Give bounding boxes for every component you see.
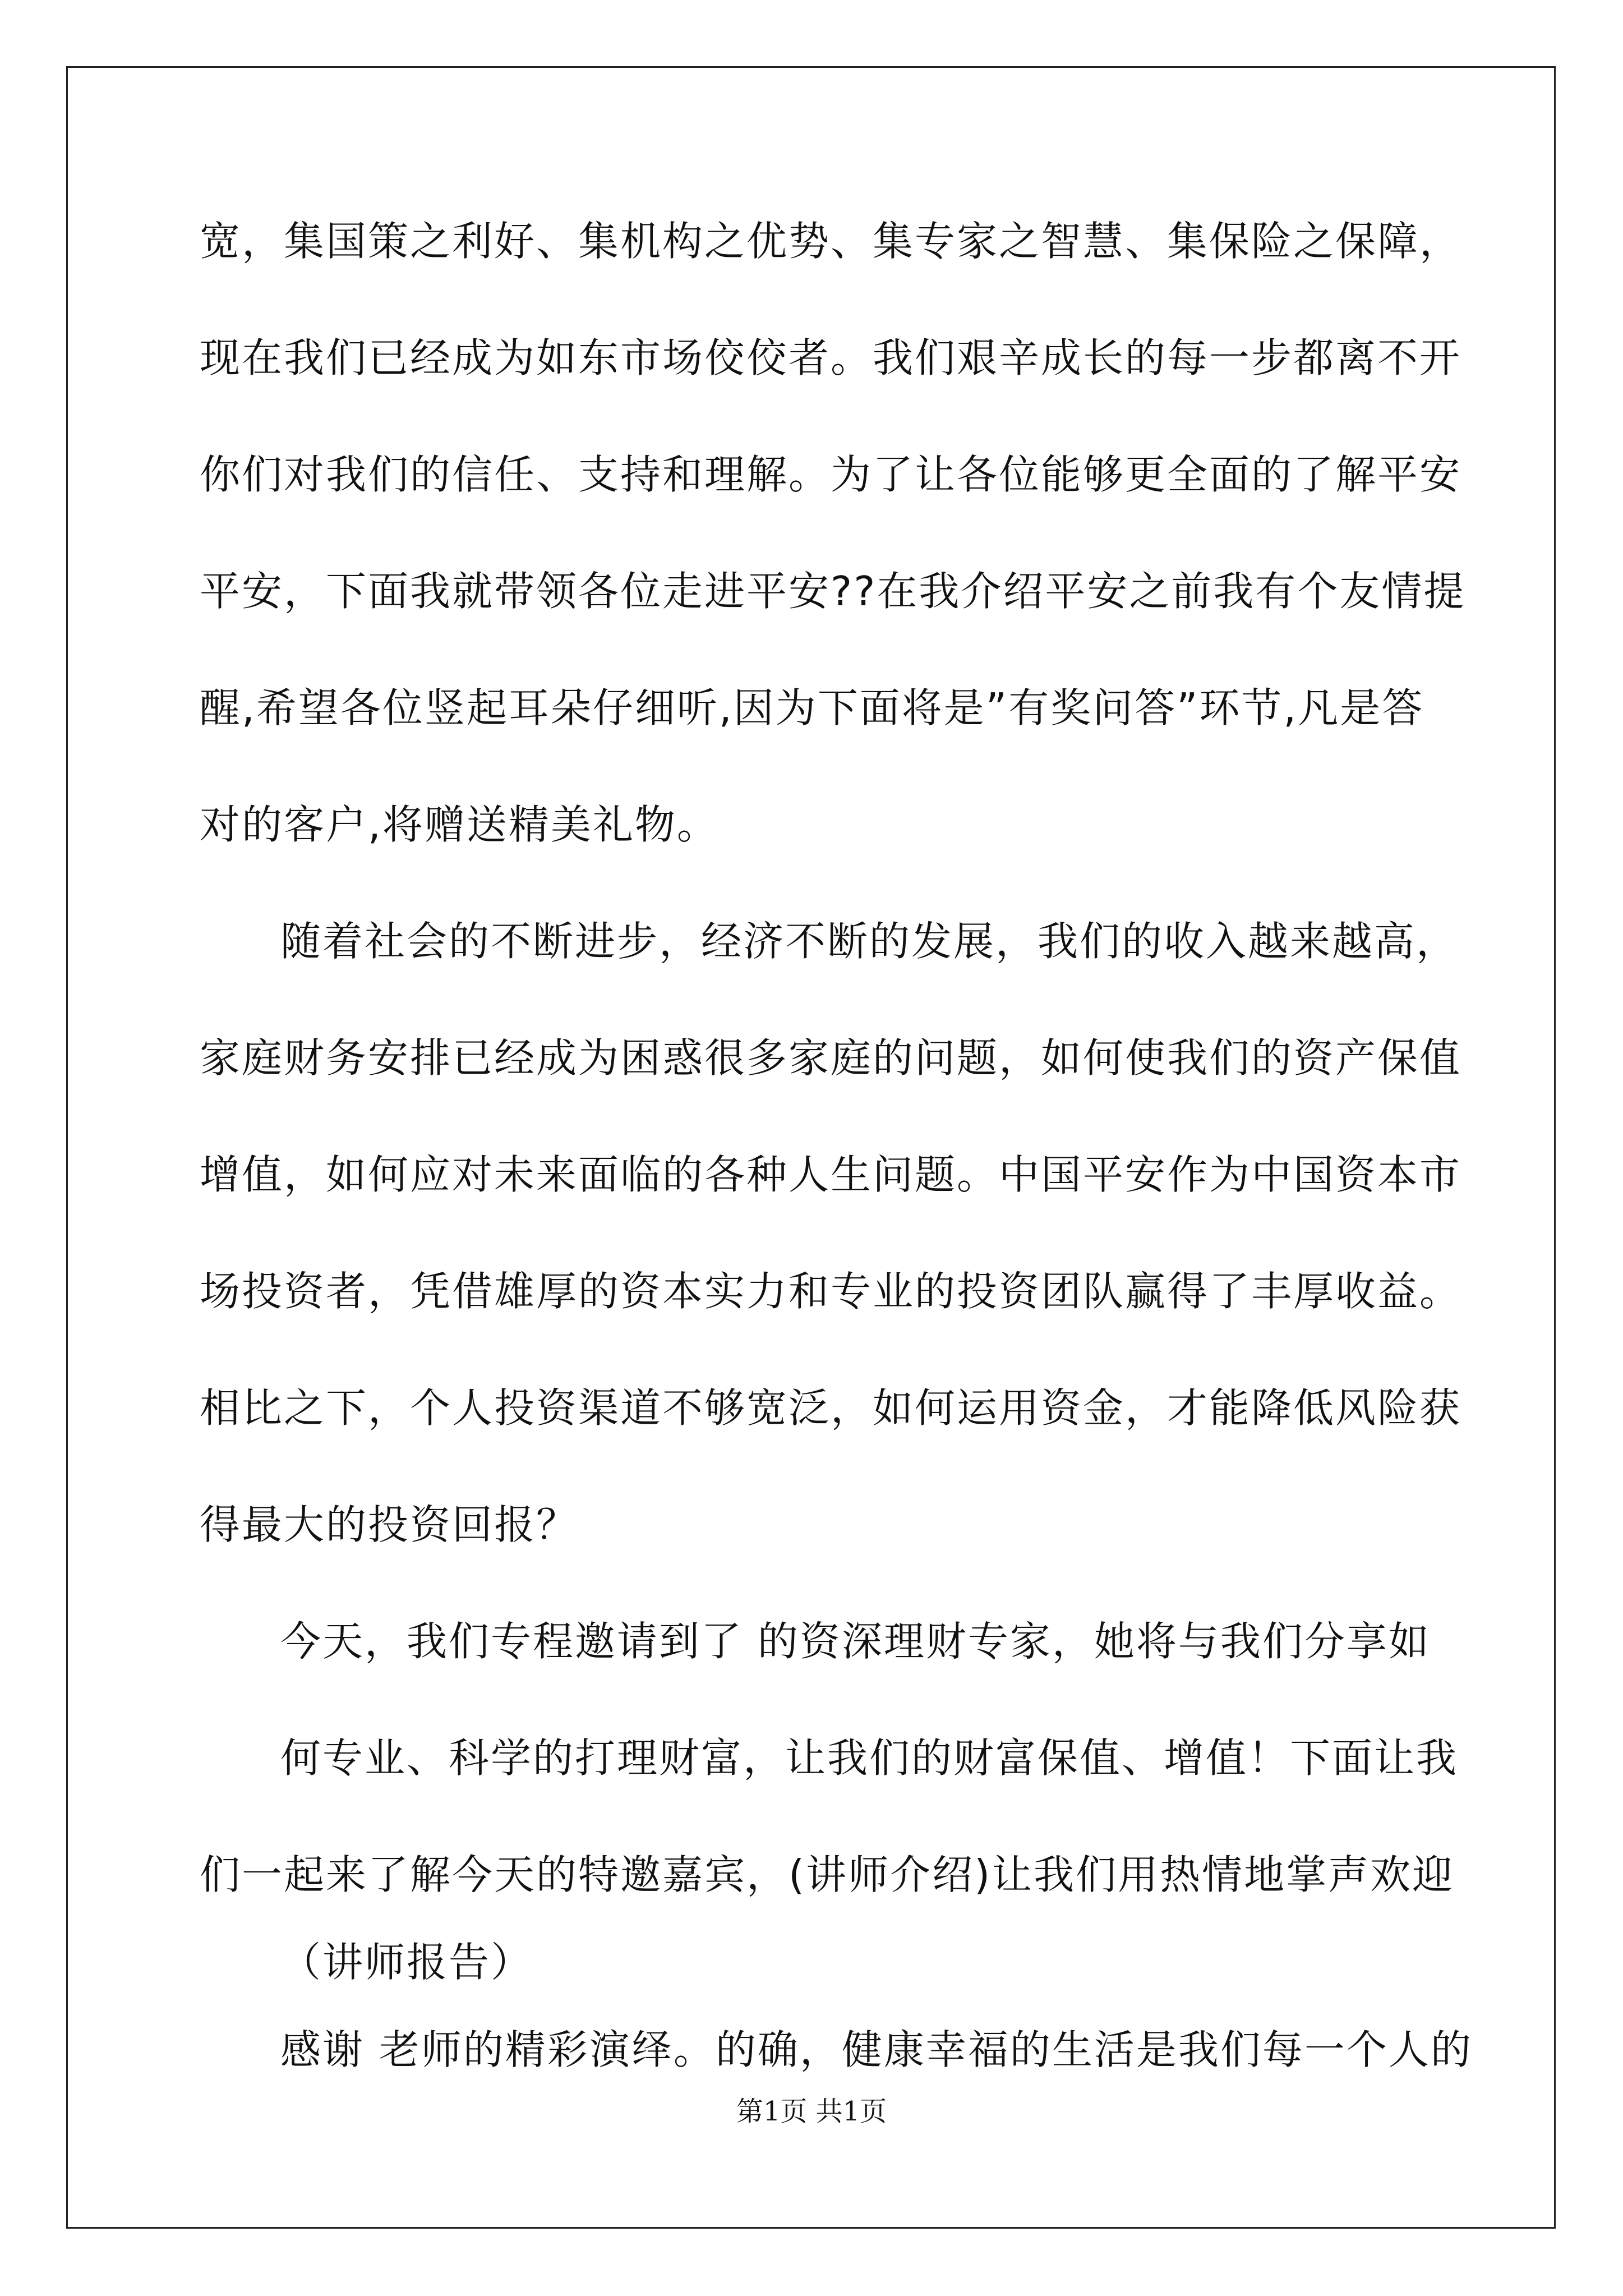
text-line: 醒,希望各位竖起耳朵仔细听,因为下面将是”有奖问答”环节,凡是答 [200,684,1424,731]
text-line: 家庭财务安排已经成为困惑很多家庭的问题，如何使我们的资产保值 [200,1034,1462,1082]
text-line: 现在我们已经成为如东市场佼佼者。我们艰辛成长的每一步都离不开 [200,334,1462,381]
text-line: 何专业、科学的打理财富，让我们的财富保值、增值！下面让我 [280,1734,1459,1782]
text-line: 感谢 老师的精彩演绎。的确，健康幸福的生活是我们每一个人的 [280,2026,1473,2073]
text-line: 得最大的投资回报？ [200,1501,579,1548]
text-line: 宽，集国策之利好、集机构之优势、集专家之智慧、集保险之保障， [200,218,1462,265]
text-line: 今天，我们专程邀请到了 的资深理财专家，她将与我们分享如 [280,1618,1431,1665]
text-line: 你们对我们的信任、支持和理解。为了让各位能够更全面的了解平安 [200,451,1462,498]
text-line: 随着社会的不断进步，经济不断的发展，我们的收入越来越高， [280,918,1459,965]
text-line: 平安，下面我就带领各位走进平安??在我介绍平安之前我有个友情提 [200,568,1466,615]
text-line: 场投资者，凭借雄厚的资本实力和专业的投资团队赢得了丰厚收益。 [200,1268,1462,1315]
text-line: 们一起来了解今天的特邀嘉宾，(讲师介绍)让我们用热情地掌声欢迎 [200,1851,1455,1898]
text-line: 对的客户,将赠送精美礼物。 [200,801,719,848]
text-line: 相比之下，个人投资渠道不够宽泛，如何运用资金，才能降低风险获 [200,1384,1462,1432]
text-line: （讲师报告） [280,1939,533,1986]
text-line: 增值，如何应对未来面临的各种人生问题。中国平安作为中国资本市 [200,1151,1462,1198]
page-footer: 第1页 共1页 [736,2096,887,2127]
